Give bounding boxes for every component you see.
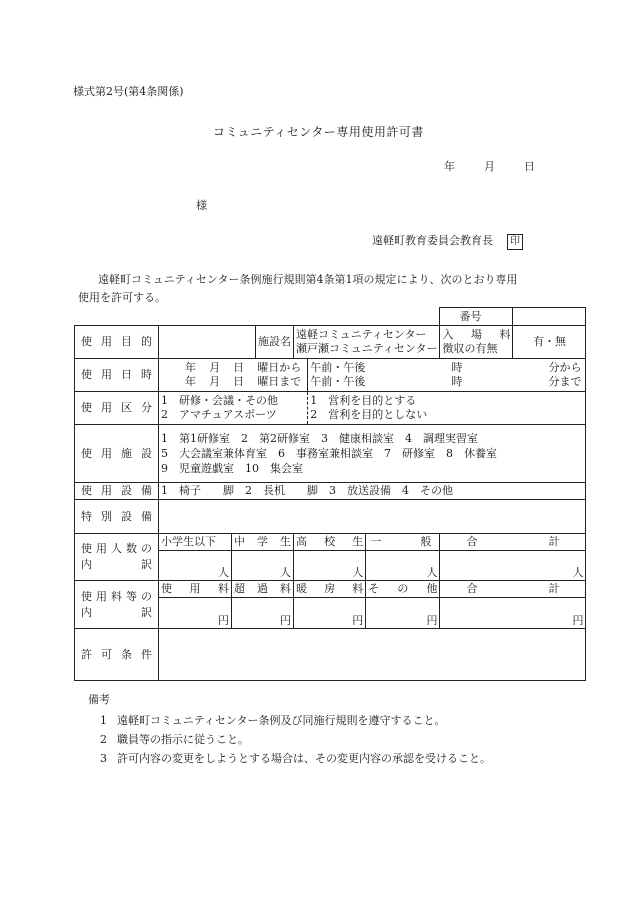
datetime-times[interactable]: 午前・午後 時 分から 午前・午後 時 分まで <box>308 359 586 392</box>
issue-date <box>444 160 535 174</box>
purpose-value[interactable] <box>159 326 256 359</box>
people-general-input[interactable]: 人 <box>366 551 440 581</box>
special-label: 特 別 設 備 <box>75 500 159 534</box>
facility-label: 使 用 施 設 <box>75 425 159 483</box>
category-option-1: 1 研修・会議・その他 <box>161 394 278 407</box>
special-value[interactable] <box>159 500 586 534</box>
people-header-high: 高 校 生 <box>294 534 366 551</box>
addressee-suffix: 様 <box>196 199 207 212</box>
date-month: 月 <box>484 160 495 173</box>
people-high-input[interactable]: 人 <box>294 551 366 581</box>
category-profit[interactable] <box>308 392 586 425</box>
profit-option-1: 1 営利を目的とする <box>310 394 417 407</box>
permit-table <box>74 307 586 681</box>
number-row <box>75 308 586 326</box>
conditions-value[interactable] <box>159 629 586 681</box>
fees-header-total: 合 計 <box>440 581 586 598</box>
conditions-label: 許 可 条 件 <box>75 629 159 681</box>
people-header-row <box>75 534 586 551</box>
facility-name-options[interactable] <box>294 326 440 359</box>
people-label: 使 用 人 数 の 内 訳 <box>75 534 159 581</box>
special-row <box>75 500 586 534</box>
conditions-row <box>75 629 586 681</box>
fees-header-overtime: 超 過 料 <box>232 581 294 598</box>
issuer-name: 遠軽町教育委員会教育長 <box>372 234 493 247</box>
profit-option-2: 2 営利を目的としない <box>310 408 428 421</box>
admission-fee-choice[interactable]: 有・無 <box>513 326 586 359</box>
intro-line-1: 遠軽町コミュニティセンター条例施行規則第4条第1項の規定により、次のとおり専用 <box>98 273 518 286</box>
category-option-2: 2 アマチュアスポーツ <box>161 408 277 421</box>
facility-option-1: 遠軽コミュニティセンター <box>296 328 427 341</box>
date-year: 年 <box>444 160 455 173</box>
facility-options[interactable] <box>159 425 586 483</box>
date-day: 日 <box>524 160 535 173</box>
fees-header-usage: 使 用 料 <box>159 581 232 598</box>
fees-overtime-input[interactable]: 円 <box>232 598 294 629</box>
people-header-elementary: 小学生以下 <box>159 534 232 551</box>
people-total-input[interactable]: 人 <box>440 551 586 581</box>
category-type[interactable] <box>159 392 308 425</box>
equipment-options[interactable]: 1 椅子 脚 2 長机 脚 3 放送設備 4 その他 <box>159 483 586 500</box>
note-item-2: 2 職員等の指示に従うこと。 <box>100 733 249 746</box>
document-title: コミュニティセンター専用使用許可書 <box>213 125 424 139</box>
notes-title: 備考 <box>88 693 110 706</box>
fees-other-input[interactable]: 円 <box>366 598 440 629</box>
facility-row <box>75 425 586 483</box>
admission-fee-label: 入 場 料 徴収の有無 <box>440 326 513 359</box>
people-header-total: 合 計 <box>440 534 586 551</box>
facility-line-2: 5 大会議室兼体育室 6 事務室兼相談室 7 研修室 8 休養室 <box>161 447 497 460</box>
datetime-dates[interactable]: 年 月 日 曜日から 年 月 日 曜日まで <box>159 359 308 392</box>
equipment-label: 使 用 設 備 <box>75 483 159 500</box>
label-text: 使 用 目 的 <box>81 335 152 348</box>
people-header-general: 一 般 <box>366 534 440 551</box>
fees-usage-input[interactable]: 円 <box>159 598 232 629</box>
facility-line-3: 9 児童遊戯室 10 集会室 <box>161 462 303 475</box>
form-number: 様式第2号(第4条関係) <box>73 85 184 98</box>
category-label: 使 用 区 分 <box>75 392 159 425</box>
equipment-row <box>75 483 586 500</box>
category-row <box>75 392 586 425</box>
fees-label: 使 用 料 等 の 内 訳 <box>75 581 159 629</box>
fees-total-input[interactable]: 円 <box>440 598 586 629</box>
purpose-row <box>75 326 586 359</box>
fees-header-row <box>75 581 586 598</box>
fees-heating-input[interactable]: 円 <box>294 598 366 629</box>
datetime-label: 使 用 日 時 <box>75 359 159 392</box>
facility-name-label: 施設名 <box>256 326 294 359</box>
facility-option-2: 瀬戸瀬コミュニティセンター <box>296 342 438 355</box>
purpose-label <box>75 326 159 359</box>
note-item-1: 1 遠軽町コミュニティセンター条例及び同施行規則を遵守すること。 <box>100 714 446 727</box>
people-elementary-input[interactable]: 人 <box>159 551 232 581</box>
fees-header-heating: 暖 房 料 <box>294 581 366 598</box>
intro-line-2: 使用を許可する。 <box>78 291 166 304</box>
people-junior-input[interactable]: 人 <box>232 551 294 581</box>
fees-header-other: そ の 他 <box>366 581 440 598</box>
facility-line-1: 1 第1研修室 2 第2研修室 3 健康相談室 4 調理実習室 <box>161 432 478 445</box>
seal-mark: 印 <box>507 234 523 250</box>
number-label: 番号 <box>440 308 513 326</box>
datetime-row <box>75 359 586 392</box>
number-value[interactable] <box>513 308 586 326</box>
people-header-junior: 中 学 生 <box>232 534 294 551</box>
issuer <box>372 234 523 250</box>
note-item-3: 3 許可内容の変更をしようとする場合は、その変更内容の承認を受けること。 <box>100 752 491 765</box>
